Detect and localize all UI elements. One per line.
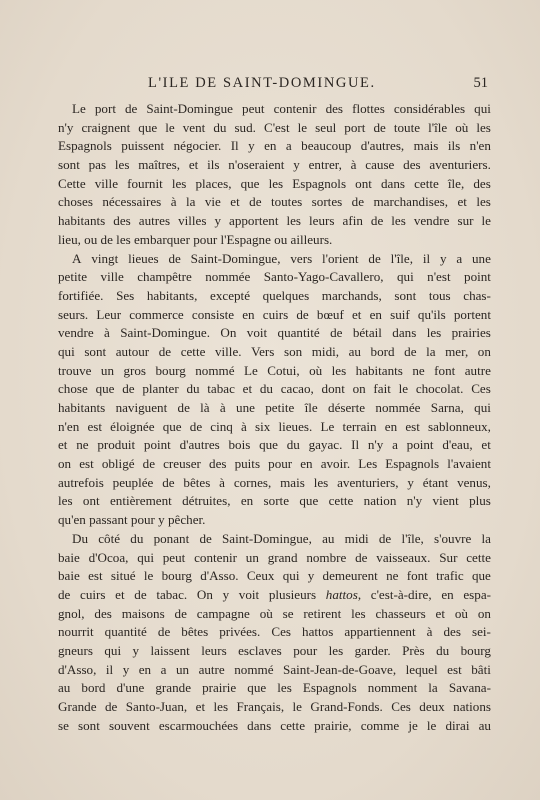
text-line: habitants des autres villes y apportent les leurs afin de les vendre sur le [58,213,491,229]
text-line: au bord d'une grande prairie que les Espagnols nomment la Savana- [58,680,491,696]
text-line: n'y craignent que le vent du sud. C'est le seul port de toute l'île où les [58,119,491,135]
text-line: Grande de Santo-Juan, et les Français, le Grand-Fonds. Ces deux nations [58,699,491,714]
text-line: qu'en passant pour y pêcher. [58,512,206,528]
text-line: trouve un gros bourg nommé Le Cotui, où les habitants ne font autre [58,362,491,378]
text-line: vendre à Saint-Domingue. On voit quantité de bétail dans les prairies [58,325,491,341]
text-line: sont pas les maîtres, et ils n'oseraient y entrer, à cause des aventuriers. [58,157,491,173]
text-line: habitants naviguent de là à une petite île déserte nommée Sarna, qui [58,400,491,415]
text-line: choses nécessaires à la vie et de toutes sortes de marchandises, et les [58,194,491,210]
text-line: on est obligé de creuser des puits pour en avoir. Les Espagnols l'avaient [58,456,491,472]
text-line: petite ville champêtre nommée Santo-Yago-Cavallero, qui n'est point [58,269,491,285]
text-line: n'en est éloignée que de cinq à six lieues. Le terrain en est sablonneux, [58,418,491,434]
text-line: les ont entièrement détruites, en sorte que cette nation n'y vient plus [58,493,491,509]
text-line: baie est situé le bourg d'Asso. Ceux qui y demeurent ne font trafic que [58,568,491,584]
text-line: nourrit quantité de bêtes privées. Ces hattos appartiennent à des sei- [58,624,491,640]
text-line: seurs. Leur commerce consiste en cuirs de bœuf et en suif qu'ils portent [58,306,491,322]
text-line: baie d'Ocoa, qui peut contenir un grand nombre de vaisseaux. Sur cette [58,549,491,565]
page-header [58,75,488,95]
running-title: L'ILE DE SAINT-DOMINGUE. [148,75,376,91]
text-line: Le port de Saint-Domingue peut contenir des flottes considérables qui [72,101,491,116]
text-line: et ne produit point d'autres bois que du gayac. Il n'y a point d'eau, et [58,437,491,453]
text-line: de cuirs et de tabac. On y voit plusieurs hattos, c'est-à-dire, en espa- [58,586,491,602]
page-number: 51 [473,75,488,91]
text-line: se sont souvent escarmouchées dans cette prairie, comme je le dirai au [58,717,491,733]
text-line: gnol, des maisons de campagne où se retirent les chasseurs et où on [58,605,491,621]
text-line: Cette ville fournit les places, que les Espagnols ont dans cette île, des [58,175,491,191]
text-line: lieu, ou de les embarquer pour l'Espagne ou ailleurs. [58,231,333,247]
text-line: gneurs qui y laissent leurs esclaves pour les garder. Près du bourg [58,642,491,658]
text-line: qui sont autour de cette ville. Vers son midi, au bord de la mer, on [58,343,491,359]
text-line: autrefois peuplée de bêtes à cornes, mais les aventuriers, y étant venus, [58,474,491,490]
text-line: chose que de planter du tabac et du cacao, dont on fait le chocolat. Ces [58,381,491,397]
text-line: Espagnols puissent négocier. Il y en a beaucoup d'autres, mais ils n'en [58,138,491,154]
text-line: A vingt lieues de Saint-Domingue, vers l'orient de l'île, il y a une [72,250,491,266]
text-line: fortifiée. Ses habitants, excepté quelques marchands, sont tous chas- [58,287,491,303]
body-text [58,100,491,735]
text-line: Du côté du ponant de Saint-Domingue, au midi de l'île, s'ouvre la [72,530,491,546]
text-line: d'Asso, il y en a un autre nommé Saint-Jean-de-Goave, lequel est bâti [58,661,491,677]
